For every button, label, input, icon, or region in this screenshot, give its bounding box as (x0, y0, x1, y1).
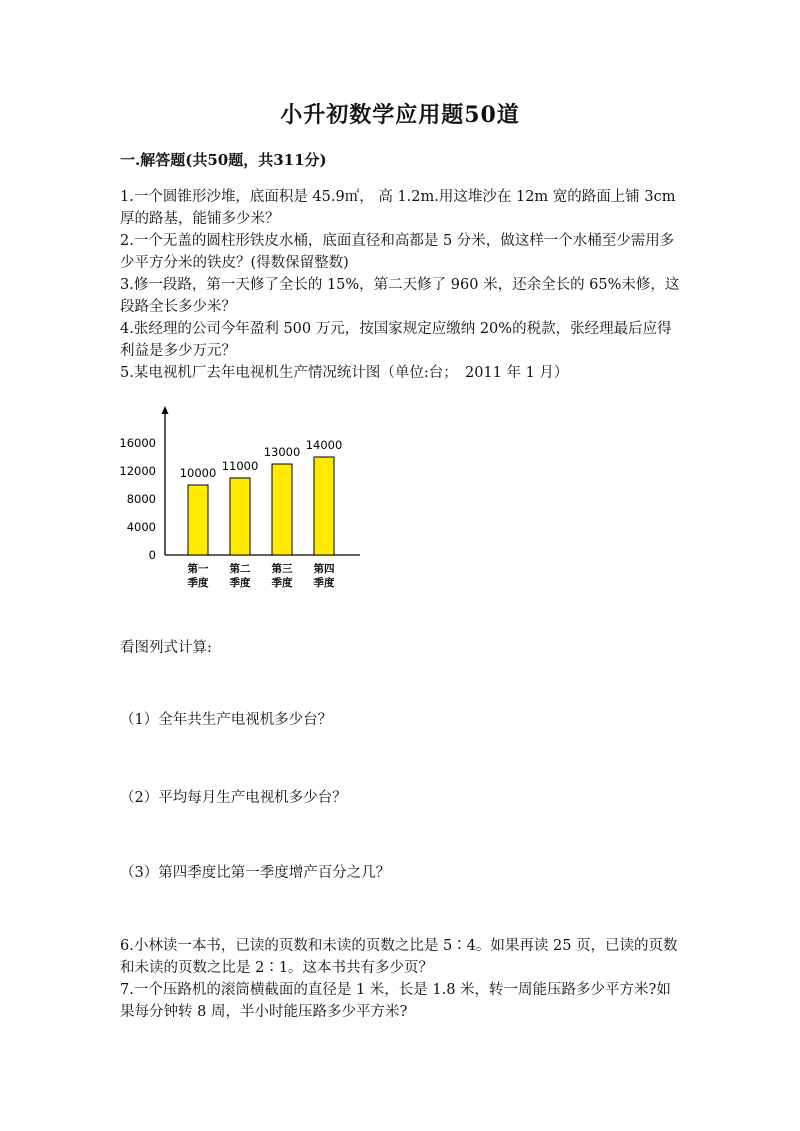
y-tick-label: 8000 (126, 492, 156, 506)
x-tick-label: 季度 (313, 577, 335, 589)
y-axis-arrow-icon (162, 406, 169, 414)
chart-prompt: 看图列式计算: (120, 640, 212, 656)
problem-1: 1.一个圆锥形沙堆，底面积是 45.9㎡， 高 1.2m.用这堆沙在 12m 宽的路面上铺 3cm 厚的路基，能铺多少米？ (120, 189, 676, 227)
bar-chart (110, 400, 370, 600)
x-tick-label: 季度 (187, 577, 209, 589)
data-label: 14000 (305, 438, 343, 452)
y-tick-label: 16000 (119, 436, 156, 450)
x-tick-label: 第二 (229, 563, 251, 575)
data-label: 11000 (221, 459, 259, 473)
x-tick-label: 第三 (271, 563, 293, 575)
bar-1 (188, 485, 208, 555)
y-tick-label: 4000 (126, 520, 156, 534)
problem-4: 4.张经理的公司今年盈利 500 万元，按国家规定应缴纳 20%的税款，张经理最后应得利益是多少万元？ (120, 321, 672, 359)
problem-list (120, 186, 685, 384)
problem-5: 5.某电视机厂去年电视机生产情况统计图（单位:台； 2011 年 1 月） (120, 365, 569, 381)
page-title: 小升初数学应用题50道 (280, 102, 520, 128)
x-tick-label: 第四 (313, 563, 335, 575)
bar-4 (314, 457, 334, 555)
problem-6: 6.小林读一本书，已读的页数和未读的页数之比是 5∶4。如果再读 25 页，已读的页数和未读的页数之比是 2∶1。这本书共有多少页？ (120, 938, 678, 976)
subquestion-1: （1）全年共生产电视机多少台？ (120, 712, 333, 728)
bar-2 (230, 478, 250, 555)
data-label: 13000 (263, 445, 301, 459)
problem-7: 7.一个压路机的滚筒横截面的直径是 1 米，长是 1.8 米，转一周能压路多少平方米?如果每分钟转 8 周，半小时能压路多少平方米? (120, 982, 671, 1020)
problem-2: 2.一个无盖的圆柱形铁皮水桶，底面直径和高都是 5 分米，做这样一个水桶至少需用多少平方分米的铁皮？(得数保留整数) (120, 233, 675, 271)
data-label: 10000 (179, 466, 217, 480)
bar-3 (272, 464, 292, 555)
x-tick-label: 季度 (229, 577, 251, 589)
problem-list-2 (120, 935, 685, 1023)
problem-3: 3.修一段路，第一天修了全长的 15%，第二天修了 960 米，还余全长的 65%未修，这段路全长多少米？ (120, 277, 680, 315)
subquestion-3: （3）第四季度比第一季度增产百分之几？ (120, 865, 391, 881)
section-heading: 一.解答题(共50题，共311分) (120, 151, 327, 169)
x-tick-label: 第一 (187, 563, 209, 575)
subquestion-2: （2）平均每月生产电视机多少台？ (120, 790, 347, 806)
y-tick-label: 12000 (119, 464, 156, 478)
y-tick-label: 0 (148, 548, 156, 562)
x-tick-label: 季度 (271, 577, 293, 589)
